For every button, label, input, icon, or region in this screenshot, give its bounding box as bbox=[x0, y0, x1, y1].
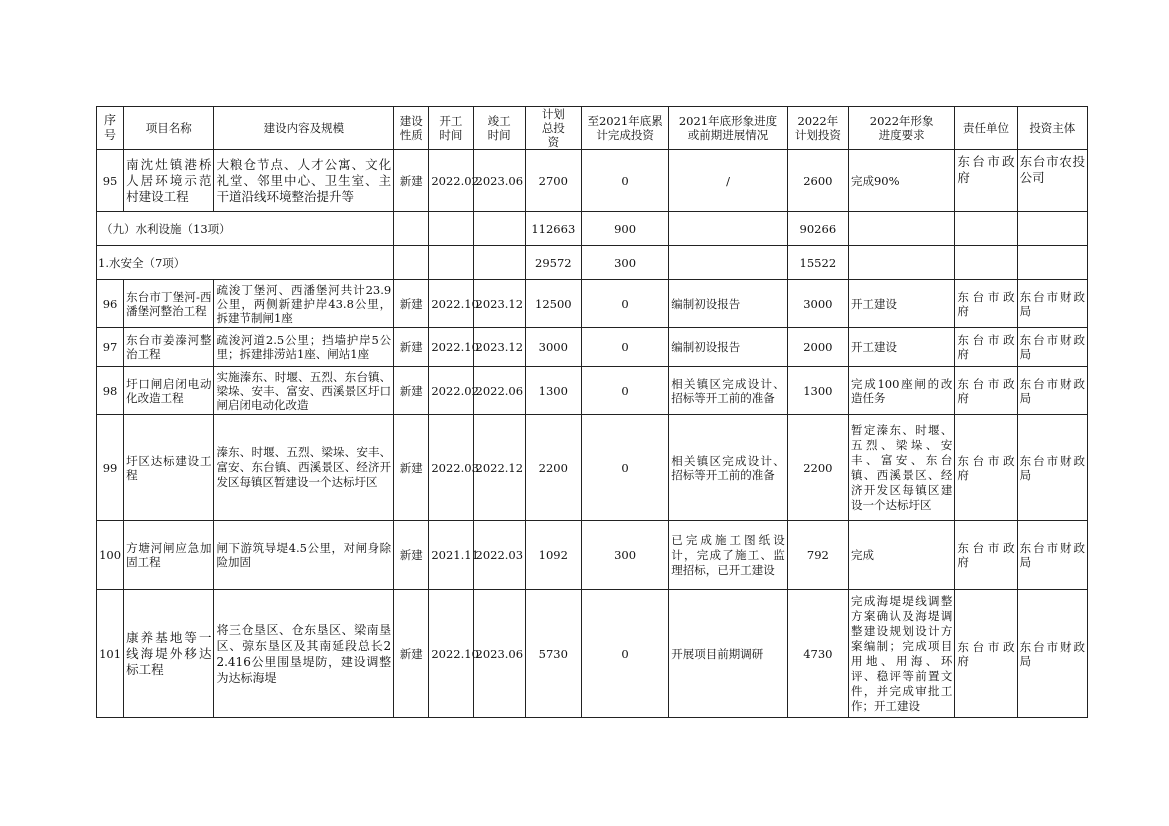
end-cell: 2023.06 bbox=[473, 150, 525, 212]
section-plan-total: 29572 bbox=[525, 246, 581, 280]
resp-cell: 东台市政府 bbox=[955, 521, 1017, 590]
resp-cell: 东台市政府 bbox=[955, 280, 1017, 328]
section-done-2021: 900 bbox=[581, 212, 668, 246]
table-row-96 bbox=[97, 280, 1088, 328]
end-cell: 2023.12 bbox=[473, 328, 525, 367]
resp-cell: 东台市政府 bbox=[955, 415, 1017, 521]
content-cell: 溱东、时堰、五烈、梁垛、安丰、富安、东台镇、西溪景区、经济开发区每镇区暂建设一个达标圩区 bbox=[214, 415, 394, 521]
name-cell: 方塘河闸应急加固工程 bbox=[124, 521, 214, 590]
req-2022-cell: 完成100座闸的改造任务 bbox=[848, 367, 954, 415]
header-investor: 投资主体 bbox=[1017, 107, 1087, 150]
header-end: 竣工时间 bbox=[473, 107, 525, 150]
req-2022-cell: 完成90% bbox=[848, 150, 954, 212]
header-seq: 序号 bbox=[97, 107, 124, 150]
done-2021-cell: 0 bbox=[581, 367, 668, 415]
header-resp: 责任单位 bbox=[955, 107, 1017, 150]
nature-cell: 新建 bbox=[394, 280, 429, 328]
nature-cell: 新建 bbox=[394, 521, 429, 590]
content-cell: 闸下游筑导堤4.5公里，对闸身除险加固 bbox=[214, 521, 394, 590]
header-row bbox=[97, 107, 1088, 150]
table-row-100 bbox=[97, 521, 1088, 590]
header-start: 开工时间 bbox=[429, 107, 473, 150]
nature-cell: 新建 bbox=[394, 367, 429, 415]
start-cell: 2022.10 bbox=[429, 280, 473, 328]
end-cell: 2023.06 bbox=[473, 590, 525, 718]
plan-total-cell: 3000 bbox=[525, 328, 581, 367]
section-plan-2022: 15522 bbox=[787, 246, 848, 280]
resp-cell: 东台市政府 bbox=[955, 367, 1017, 415]
plan-total-cell: 12500 bbox=[525, 280, 581, 328]
start-cell: 2022.10 bbox=[429, 590, 473, 718]
plan-total-cell: 2700 bbox=[525, 150, 581, 212]
start-cell: 2022.02 bbox=[429, 150, 473, 212]
plan-2022-cell: 3000 bbox=[787, 280, 848, 328]
name-cell: 东台市姜溱河整治工程 bbox=[124, 328, 214, 367]
nature-cell: 新建 bbox=[394, 150, 429, 212]
header-content: 建设内容及规模 bbox=[214, 107, 394, 150]
progress-2021-cell: 已完成施工图纸设计，完成了施工、监理招标，已开工建设 bbox=[669, 521, 787, 590]
section-plan-2022: 90266 bbox=[787, 212, 848, 246]
plan-total-cell: 5730 bbox=[525, 590, 581, 718]
header-req-2022: 2022年形象进度要求 bbox=[848, 107, 954, 150]
progress-2021-cell: 编制初设报告 bbox=[669, 328, 787, 367]
resp-cell: 东台市政府 bbox=[955, 328, 1017, 367]
seq-cell: 98 bbox=[97, 367, 124, 415]
table-row-95 bbox=[97, 150, 1088, 212]
plan-2022-cell: 1300 bbox=[787, 367, 848, 415]
end-cell: 2022.03 bbox=[473, 521, 525, 590]
table-row-97 bbox=[97, 328, 1088, 367]
done-2021-cell: 300 bbox=[581, 521, 668, 590]
name-cell: 圩口闸启闭电动化改造工程 bbox=[124, 367, 214, 415]
content-cell: 实施溱东、时堰、五烈、东台镇、梁垛、安丰、富安、西溪景区圩口闸启闭电动化改造 bbox=[214, 367, 394, 415]
header-name: 项目名称 bbox=[124, 107, 214, 150]
plan-2022-cell: 2000 bbox=[787, 328, 848, 367]
plan-total-cell: 1300 bbox=[525, 367, 581, 415]
section-label: （九）水利设施（13项） bbox=[97, 212, 394, 246]
progress-2021-cell: 开展项目前期调研 bbox=[669, 590, 787, 718]
investor-cell: 东台市财政局 bbox=[1017, 328, 1087, 367]
investor-cell: 东台市财政局 bbox=[1017, 521, 1087, 590]
seq-cell: 95 bbox=[97, 150, 124, 212]
nature-cell: 新建 bbox=[394, 415, 429, 521]
progress-2021-cell: 相关镇区完成设计、招标等开工前的准备 bbox=[669, 367, 787, 415]
investor-cell: 东台市财政局 bbox=[1017, 280, 1087, 328]
section-row-water-safety bbox=[97, 246, 1088, 280]
table-row-98 bbox=[97, 367, 1088, 415]
seq-cell: 101 bbox=[97, 590, 124, 718]
req-2022-cell: 完成海堤堤线调整方案确认及海堤调整建设规划设计方案编制；完成项目用地、用海、环评、稳评等前置文件，并完成审批工作；开工建设 bbox=[848, 590, 954, 718]
plan-total-cell: 1092 bbox=[525, 521, 581, 590]
progress-2021-cell: / bbox=[669, 150, 787, 212]
content-cell: 疏浚丁堡河、西潘堡河共计23.9公里，两侧新建护岸43.8公里，拆建节制闸1座 bbox=[214, 280, 394, 328]
plan-2022-cell: 792 bbox=[787, 521, 848, 590]
investor-cell: 东台市财政局 bbox=[1017, 415, 1087, 521]
start-cell: 2022.03 bbox=[429, 415, 473, 521]
header-progress-2021: 2021年底形象进度或前期进展情况 bbox=[669, 107, 787, 150]
req-2022-cell: 完成 bbox=[848, 521, 954, 590]
start-cell: 2022.02 bbox=[429, 367, 473, 415]
resp-cell: 东台市政府 bbox=[955, 590, 1017, 718]
section-plan-total: 112663 bbox=[525, 212, 581, 246]
seq-cell: 99 bbox=[97, 415, 124, 521]
plan-2022-cell: 4730 bbox=[787, 590, 848, 718]
nature-cell: 新建 bbox=[394, 328, 429, 367]
content-cell: 大粮仓节点、人才公寓、文化礼堂、邻里中心、卫生室、主干道沿线环境整治提升等 bbox=[214, 150, 394, 212]
req-2022-cell: 开工建设 bbox=[848, 280, 954, 328]
done-2021-cell: 0 bbox=[581, 415, 668, 521]
section-row-water-facilities bbox=[97, 212, 1088, 246]
header-plan-2022: 2022年计划投资 bbox=[787, 107, 848, 150]
end-cell: 2022.12 bbox=[473, 415, 525, 521]
plan-2022-cell: 2600 bbox=[787, 150, 848, 212]
seq-cell: 96 bbox=[97, 280, 124, 328]
plan-total-cell: 2200 bbox=[525, 415, 581, 521]
progress-2021-cell: 编制初设报告 bbox=[669, 280, 787, 328]
header-nature: 建设性质 bbox=[394, 107, 429, 150]
end-cell: 2022.06 bbox=[473, 367, 525, 415]
end-cell: 2023.12 bbox=[473, 280, 525, 328]
investor-cell: 东台市财政局 bbox=[1017, 367, 1087, 415]
name-cell: 康养基地等一线海堤外移达标工程 bbox=[124, 590, 214, 718]
investor-cell: 东台市农投公司 bbox=[1017, 150, 1087, 212]
content-cell: 将三仓垦区、仓东垦区、梁南垦区、弶东垦区及其南延段总长22.416公里围垦堤防，建设调整为达标海堤 bbox=[214, 590, 394, 718]
seq-cell: 100 bbox=[97, 521, 124, 590]
section-done-2021: 300 bbox=[581, 246, 668, 280]
name-cell: 南沈灶镇港桥人居环境示范村建设工程 bbox=[124, 150, 214, 212]
table-row-99 bbox=[97, 415, 1088, 521]
req-2022-cell: 暂定溱东、时堰、五烈、梁垛、安丰、富安、东台镇、西溪景区、经济开发区每镇区建设一个达标圩区 bbox=[848, 415, 954, 521]
done-2021-cell: 0 bbox=[581, 280, 668, 328]
done-2021-cell: 0 bbox=[581, 328, 668, 367]
start-cell: 2021.11 bbox=[429, 521, 473, 590]
resp-cell: 东台市政府 bbox=[955, 150, 1017, 212]
name-cell: 圩区达标建设工程 bbox=[124, 415, 214, 521]
nature-cell: 新建 bbox=[394, 590, 429, 718]
section-label: 1.水安全（7项） bbox=[97, 246, 394, 280]
done-2021-cell: 0 bbox=[581, 150, 668, 212]
req-2022-cell: 开工建设 bbox=[848, 328, 954, 367]
project-table bbox=[96, 106, 1088, 718]
name-cell: 东台市丁堡河-西潘堡河整治工程 bbox=[124, 280, 214, 328]
seq-cell: 97 bbox=[97, 328, 124, 367]
investor-cell: 东台市财政局 bbox=[1017, 590, 1087, 718]
start-cell: 2022.10 bbox=[429, 328, 473, 367]
progress-2021-cell: 相关镇区完成设计、招标等开工前的准备 bbox=[669, 415, 787, 521]
content-cell: 疏浚河道2.5公里；挡墙护岸5公里；拆建排涝站1座、闸站1座 bbox=[214, 328, 394, 367]
done-2021-cell: 0 bbox=[581, 590, 668, 718]
header-done-2021: 至2021年底累计完成投资 bbox=[581, 107, 668, 150]
table-row-101 bbox=[97, 590, 1088, 718]
header-plan-total: 计划总投资 bbox=[525, 107, 581, 150]
plan-2022-cell: 2200 bbox=[787, 415, 848, 521]
